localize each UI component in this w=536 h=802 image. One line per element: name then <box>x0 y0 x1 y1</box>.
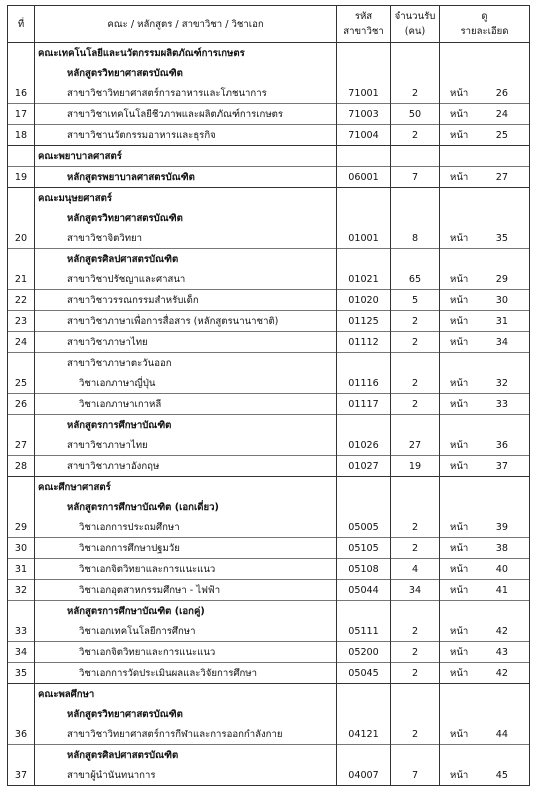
row-name: สาขาวิชานวัตกรรมอาหารและธุรกิจ <box>35 125 337 146</box>
row-detail-page <box>440 663 530 684</box>
row-number <box>8 497 35 517</box>
table-row <box>8 394 530 415</box>
page-number: 44 <box>495 728 508 740</box>
row-count: 2 <box>391 125 440 146</box>
row-detail-page <box>440 188 530 209</box>
row-detail-page <box>440 601 530 622</box>
row-detail-page <box>440 684 530 705</box>
page-number: 43 <box>495 646 508 658</box>
row-name: หลักสูตรการศึกษาบัณฑิต (เอกคู่) <box>35 601 337 622</box>
row-code: 01125 <box>337 311 391 332</box>
row-detail-page <box>440 208 530 228</box>
row-count <box>391 415 440 436</box>
header-code-line1: รหัส <box>354 11 373 22</box>
page-number: 41 <box>495 584 508 596</box>
row-number: 33 <box>8 621 35 642</box>
table-row <box>8 83 530 104</box>
page-word: หน้า <box>450 336 469 348</box>
page-word: หน้า <box>450 171 469 183</box>
row-number: 32 <box>8 580 35 601</box>
row-number: 34 <box>8 642 35 663</box>
page-word: หน้า <box>450 273 469 285</box>
table-row <box>8 332 530 353</box>
header-count-line1: จำนวนรับ <box>394 11 436 22</box>
page-number: 25 <box>495 129 508 141</box>
row-count: 4 <box>391 559 440 580</box>
row-name: คณะศึกษาศาสตร์ <box>35 477 337 498</box>
program-heading-row <box>8 745 530 766</box>
row-number <box>8 43 35 64</box>
page-word: หน้า <box>450 542 469 554</box>
row-count: 2 <box>391 621 440 642</box>
row-name: สาขาวิชาภาษาเพื่อการสื่อสาร (หลักสูตรนานาชาติ) <box>35 311 337 332</box>
row-count <box>391 63 440 83</box>
row-number <box>8 477 35 498</box>
table-row <box>8 167 530 188</box>
page-number: 29 <box>495 273 508 285</box>
row-number: 20 <box>8 228 35 249</box>
row-number <box>8 415 35 436</box>
table-row <box>8 456 530 477</box>
page-word: หน้า <box>450 563 469 575</box>
row-name: สาขาวิชาวรรณกรรมสำหรับเด็ก <box>35 290 337 311</box>
row-number: 29 <box>8 517 35 538</box>
faculty-row <box>8 684 530 705</box>
row-count: 7 <box>391 167 440 188</box>
row-code: 01116 <box>337 373 391 394</box>
row-number: 27 <box>8 435 35 456</box>
table-row <box>8 269 530 290</box>
row-name: วิชาเอกจิตวิทยาและการแนะแนว <box>35 642 337 663</box>
row-detail-page <box>440 228 530 249</box>
row-count <box>391 188 440 209</box>
row-code <box>337 684 391 705</box>
page-number: 27 <box>495 171 508 183</box>
row-detail-page <box>440 456 530 477</box>
page-word: หน้า <box>450 315 469 327</box>
row-count <box>391 745 440 766</box>
row-number <box>8 63 35 83</box>
page-number: 30 <box>495 294 508 306</box>
row-detail-page <box>440 415 530 436</box>
program-heading-row <box>8 208 530 228</box>
row-count: 65 <box>391 269 440 290</box>
header-no: ที่ <box>8 6 35 43</box>
row-number <box>8 249 35 270</box>
row-code: 05200 <box>337 642 391 663</box>
row-name: คณะเทคโนโลยีและนวัตกรรมผลิตภัณฑ์การเกษตร <box>35 43 337 64</box>
row-number: 22 <box>8 290 35 311</box>
page-number: 31 <box>495 315 508 327</box>
row-detail-page <box>440 435 530 456</box>
row-number: 23 <box>8 311 35 332</box>
row-number: 17 <box>8 104 35 125</box>
faculty-row <box>8 146 530 167</box>
page-word: หน้า <box>450 769 469 781</box>
program-heading-row <box>8 415 530 436</box>
row-detail-page <box>440 353 530 374</box>
table-row <box>8 373 530 394</box>
row-count: 2 <box>391 373 440 394</box>
row-code <box>337 415 391 436</box>
page-word: หน้า <box>450 87 469 99</box>
faculty-row <box>8 188 530 209</box>
page-number: 26 <box>495 87 508 99</box>
table-row <box>8 559 530 580</box>
row-code <box>337 63 391 83</box>
row-detail-page <box>440 765 530 786</box>
row-count <box>391 497 440 517</box>
row-name: สาขาวิชาปรัชญาและศาสนา <box>35 269 337 290</box>
row-number: 24 <box>8 332 35 353</box>
row-count <box>391 704 440 724</box>
row-code: 71003 <box>337 104 391 125</box>
row-name: หลักสูตรวิทยาศาสตรบัณฑิต <box>35 704 337 724</box>
row-code: 01027 <box>337 456 391 477</box>
page-number: 33 <box>495 398 508 410</box>
row-count: 2 <box>391 538 440 559</box>
row-detail-page <box>440 724 530 745</box>
table-row <box>8 724 530 745</box>
table-row <box>8 663 530 684</box>
page-word: หน้า <box>450 521 469 533</box>
page-number: 24 <box>495 108 508 120</box>
header-detail-line2: รายละเอียด <box>460 26 509 37</box>
row-count: 27 <box>391 435 440 456</box>
row-number: 19 <box>8 167 35 188</box>
row-number: 16 <box>8 83 35 104</box>
row-name: วิชาเอกภาษาญี่ปุ่น <box>35 373 337 394</box>
row-code <box>337 188 391 209</box>
page-word: หน้า <box>450 294 469 306</box>
row-code <box>337 745 391 766</box>
row-detail-page <box>440 704 530 724</box>
row-detail-page <box>440 311 530 332</box>
row-count: 2 <box>391 663 440 684</box>
table-row <box>8 435 530 456</box>
program-heading-row <box>8 601 530 622</box>
row-count: 2 <box>391 642 440 663</box>
row-detail-page <box>440 83 530 104</box>
row-count: 2 <box>391 394 440 415</box>
row-code <box>337 497 391 517</box>
row-count <box>391 477 440 498</box>
row-number: 18 <box>8 125 35 146</box>
faculty-row <box>8 43 530 64</box>
row-code: 71001 <box>337 83 391 104</box>
row-count: 2 <box>391 332 440 353</box>
row-code: 05045 <box>337 663 391 684</box>
table-row <box>8 765 530 786</box>
row-name: สาขาวิชาภาษาตะวันออก <box>35 353 337 374</box>
row-code <box>337 249 391 270</box>
row-name: หลักสูตรการศึกษาบัณฑิต (เอกเดี่ยว) <box>35 497 337 517</box>
row-number <box>8 208 35 228</box>
row-code: 06001 <box>337 167 391 188</box>
row-number <box>8 188 35 209</box>
header-code-line2: สาขาวิชา <box>343 26 384 37</box>
row-number <box>8 353 35 374</box>
row-name: วิชาเอกการศึกษาปฐมวัย <box>35 538 337 559</box>
row-detail-page <box>440 621 530 642</box>
row-detail-page <box>440 559 530 580</box>
row-number: 21 <box>8 269 35 290</box>
row-name: สาขาวิชาภาษาไทย <box>35 332 337 353</box>
row-number <box>8 745 35 766</box>
row-code: 05111 <box>337 621 391 642</box>
row-count: 19 <box>391 456 440 477</box>
row-name: วิชาเอกเทคโนโลยีการศึกษา <box>35 621 337 642</box>
row-number: 37 <box>8 765 35 786</box>
row-number <box>8 601 35 622</box>
header-count-line2: (คน) <box>404 26 426 37</box>
row-number: 35 <box>8 663 35 684</box>
row-code <box>337 353 391 374</box>
program-heading-row <box>8 704 530 724</box>
page-number: 34 <box>495 336 508 348</box>
program-heading-row <box>8 63 530 83</box>
row-count <box>391 146 440 167</box>
row-code: 01021 <box>337 269 391 290</box>
table-header <box>8 6 530 43</box>
row-detail-page <box>440 580 530 601</box>
row-count: 2 <box>391 83 440 104</box>
page-number: 40 <box>495 563 508 575</box>
page-word: หน้า <box>450 377 469 389</box>
table-row <box>8 642 530 663</box>
row-number: 25 <box>8 373 35 394</box>
page-number: 42 <box>495 625 508 637</box>
page-number: 45 <box>495 769 508 781</box>
row-count <box>391 208 440 228</box>
row-name: คณะมนุษยศาสตร์ <box>35 188 337 209</box>
faculty-row <box>8 477 530 498</box>
row-code: 01026 <box>337 435 391 456</box>
row-detail-page <box>440 146 530 167</box>
row-detail-page <box>440 290 530 311</box>
row-detail-page <box>440 125 530 146</box>
page-word: หน้า <box>450 108 469 120</box>
row-detail-page <box>440 538 530 559</box>
row-count: 34 <box>391 580 440 601</box>
page-number: 38 <box>495 542 508 554</box>
row-number: 28 <box>8 456 35 477</box>
table-row <box>8 104 530 125</box>
row-code: 05105 <box>337 538 391 559</box>
row-count <box>391 601 440 622</box>
row-count: 50 <box>391 104 440 125</box>
row-name: วิชาเอกการประถมศึกษา <box>35 517 337 538</box>
table-row <box>8 290 530 311</box>
page-word: หน้า <box>450 646 469 658</box>
header-detail-line1: ดู <box>481 11 488 22</box>
row-count <box>391 249 440 270</box>
page-word: หน้า <box>450 232 469 244</box>
row-name: สาขาผู้นำนันทนาการ <box>35 765 337 786</box>
page-word: หน้า <box>450 439 469 451</box>
row-code <box>337 146 391 167</box>
table-row <box>8 580 530 601</box>
row-name: สาขาวิชาภาษาอังกฤษ <box>35 456 337 477</box>
row-code: 04007 <box>337 765 391 786</box>
row-code: 04121 <box>337 724 391 745</box>
row-code: 05005 <box>337 517 391 538</box>
row-count <box>391 353 440 374</box>
page-number: 36 <box>495 439 508 451</box>
row-number: 30 <box>8 538 35 559</box>
row-name: สาขาวิชาภาษาไทย <box>35 435 337 456</box>
row-number <box>8 684 35 705</box>
page-word: หน้า <box>450 460 469 472</box>
table-row <box>8 125 530 146</box>
row-name: หลักสูตรศิลปศาสตรบัณฑิต <box>35 249 337 270</box>
row-code <box>337 208 391 228</box>
page-number: 35 <box>495 232 508 244</box>
row-name: สาขาวิชาวิทยาศาสตร์การอาหารและโภชนาการ <box>35 83 337 104</box>
row-name: คณะพยาบาลศาสตร์ <box>35 146 337 167</box>
row-detail-page <box>440 167 530 188</box>
row-code: 01112 <box>337 332 391 353</box>
row-name: หลักสูตรการศึกษาบัณฑิต <box>35 415 337 436</box>
row-count <box>391 684 440 705</box>
row-detail-page <box>440 249 530 270</box>
table-row <box>8 538 530 559</box>
row-detail-page <box>440 43 530 64</box>
header-detail <box>440 6 530 43</box>
page-word: หน้า <box>450 625 469 637</box>
row-detail-page <box>440 394 530 415</box>
row-code <box>337 43 391 64</box>
row-detail-page <box>440 63 530 83</box>
row-name: วิชาเอกภาษาเกาหลี <box>35 394 337 415</box>
row-name: วิชาเอกการวัดประเมินผลและวิจัยการศึกษา <box>35 663 337 684</box>
row-detail-page <box>440 642 530 663</box>
row-count: 8 <box>391 228 440 249</box>
row-detail-page <box>440 373 530 394</box>
row-number: 31 <box>8 559 35 580</box>
row-number <box>8 146 35 167</box>
row-detail-page <box>440 104 530 125</box>
page-number: 39 <box>495 521 508 533</box>
program-heading-row <box>8 249 530 270</box>
header-code <box>337 6 391 43</box>
row-name: หลักสูตรวิทยาศาสตรบัณฑิต <box>35 208 337 228</box>
row-number <box>8 704 35 724</box>
row-detail-page <box>440 332 530 353</box>
row-code: 05108 <box>337 559 391 580</box>
table-row <box>8 228 530 249</box>
row-number: 26 <box>8 394 35 415</box>
row-count: 5 <box>391 290 440 311</box>
row-count: 2 <box>391 724 440 745</box>
row-name: หลักสูตรพยาบาลศาสตรบัณฑิต <box>35 167 337 188</box>
row-count: 2 <box>391 311 440 332</box>
admission-table <box>7 5 530 786</box>
program-heading-row <box>8 353 530 374</box>
row-name: สาขาวิชาวิทยาศาสตร์การกีฬาและการออกกำลังกาย <box>35 724 337 745</box>
page-word: หน้า <box>450 398 469 410</box>
table-body <box>8 43 530 786</box>
row-number: 36 <box>8 724 35 745</box>
table-row <box>8 311 530 332</box>
row-code: 05044 <box>337 580 391 601</box>
row-name: คณะพลศึกษา <box>35 684 337 705</box>
row-code <box>337 601 391 622</box>
program-heading-row <box>8 497 530 517</box>
row-code: 01001 <box>337 228 391 249</box>
row-code: 01117 <box>337 394 391 415</box>
row-detail-page <box>440 477 530 498</box>
page-word: หน้า <box>450 129 469 141</box>
row-detail-page <box>440 497 530 517</box>
row-detail-page <box>440 269 530 290</box>
table-row <box>8 621 530 642</box>
row-count: 2 <box>391 517 440 538</box>
page-number: 42 <box>495 667 508 679</box>
page-number: 37 <box>495 460 508 472</box>
row-detail-page <box>440 517 530 538</box>
row-code: 71004 <box>337 125 391 146</box>
row-name: วิชาเอกอุตสาหกรรมศึกษา - ไฟฟ้า <box>35 580 337 601</box>
page-word: หน้า <box>450 667 469 679</box>
page-number: 32 <box>495 377 508 389</box>
row-name: หลักสูตรศิลปศาสตรบัณฑิต <box>35 745 337 766</box>
header-name: คณะ / หลักสูตร / สาขาวิชา / วิชาเอก <box>35 6 337 43</box>
table-row <box>8 517 530 538</box>
row-name: สาขาวิชาเทคโนโลยีชีวภาพและผลิตภัณฑ์การเกษตร <box>35 104 337 125</box>
page-word: หน้า <box>450 728 469 740</box>
row-count: 7 <box>391 765 440 786</box>
row-name: สาขาวิชาจิตวิทยา <box>35 228 337 249</box>
row-count <box>391 43 440 64</box>
row-name: วิชาเอกจิตวิทยาและการแนะแนว <box>35 559 337 580</box>
row-name: หลักสูตรวิทยาศาสตรบัณฑิต <box>35 63 337 83</box>
row-code <box>337 704 391 724</box>
page-word: หน้า <box>450 584 469 596</box>
row-code: 01020 <box>337 290 391 311</box>
header-count <box>391 6 440 43</box>
row-detail-page <box>440 745 530 766</box>
row-code <box>337 477 391 498</box>
